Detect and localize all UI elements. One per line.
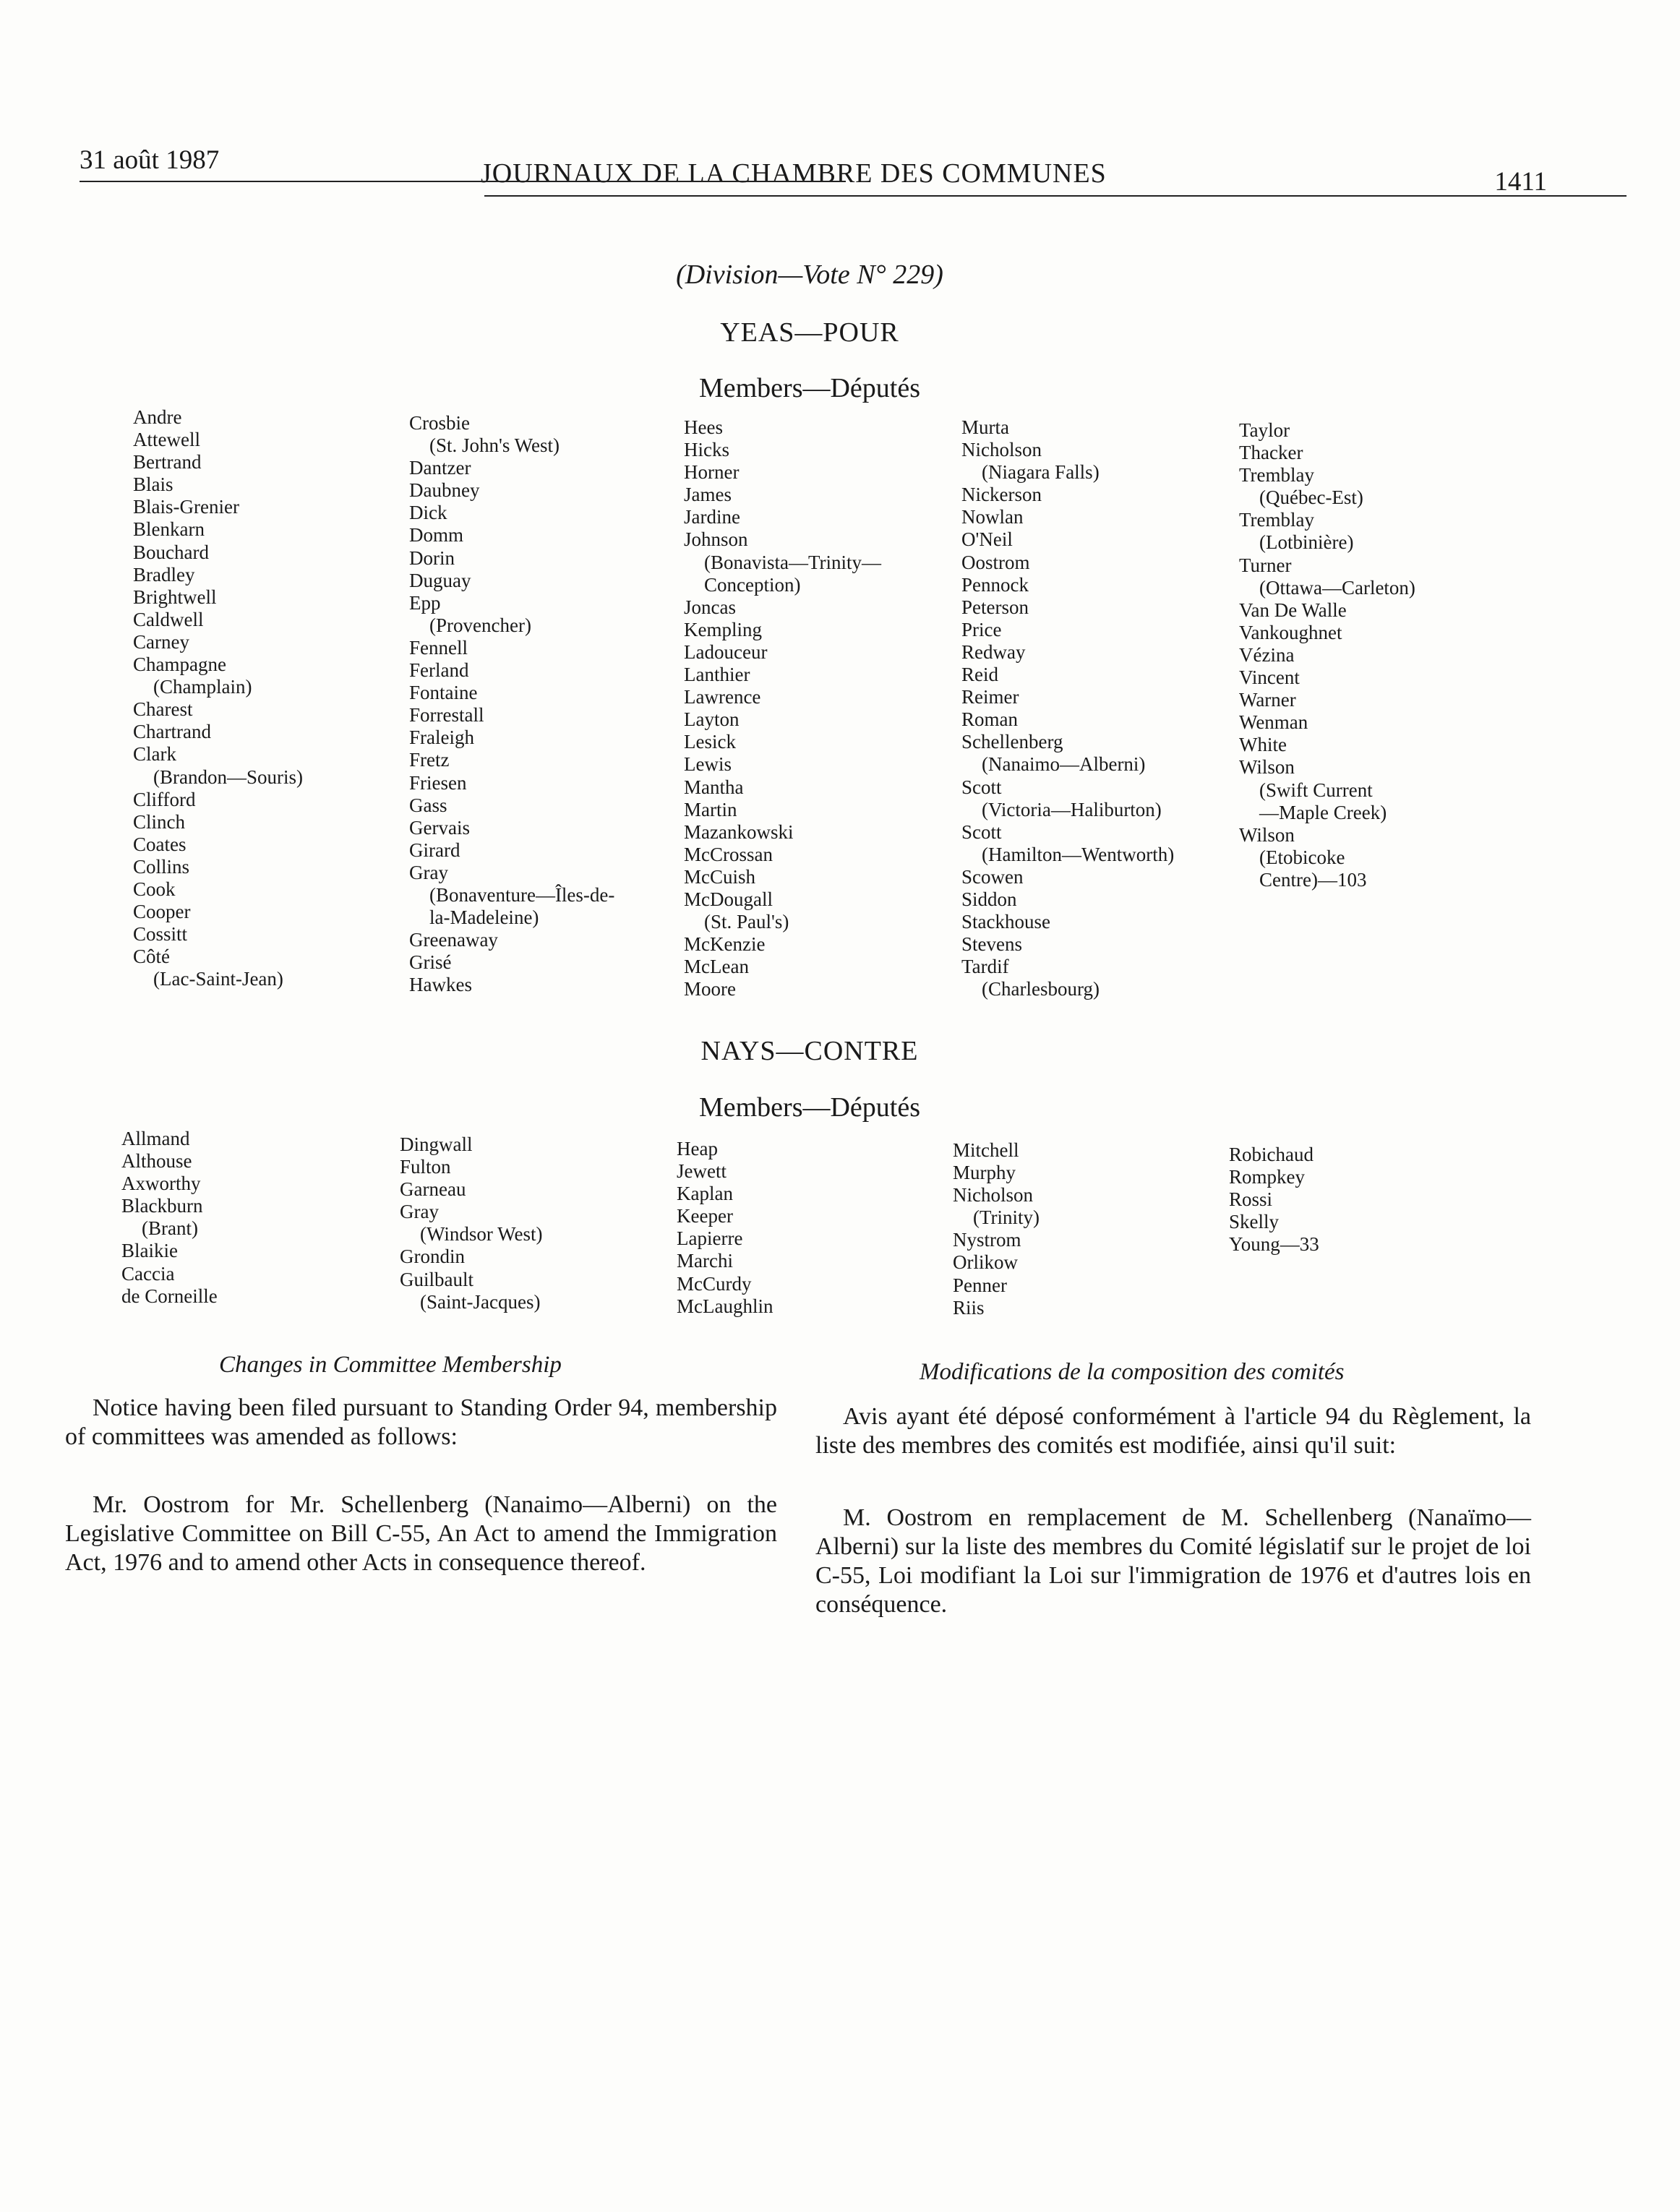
member-name: Kaplan — [677, 1183, 733, 1205]
member-name: Bradley — [133, 563, 195, 586]
french-paragraph-1: Avis ayant été déposé conformément à l'article 94 du Règlement, la liste des membres des comités est modifiée, ainsi qu'il suit: — [815, 1403, 1531, 1459]
member-riding: Conception) — [704, 573, 801, 596]
member-name: Tardif — [961, 956, 1009, 978]
member-name: Epp — [409, 591, 441, 614]
member-name: Domm — [409, 524, 464, 546]
member-name: Gass — [409, 794, 447, 816]
member-name: Clark — [133, 743, 176, 766]
member-riding: (Bonavista—Trinity— — [704, 551, 882, 573]
member-riding: (Champlain) — [153, 676, 252, 698]
member-name: Grondin — [400, 1246, 465, 1268]
member-name: Althouse — [121, 1150, 192, 1173]
member-name: Collins — [133, 855, 190, 878]
nays-column-3 — [677, 1138, 773, 1318]
member-name: Mantha — [684, 776, 744, 798]
member-riding: (Windsor West) — [420, 1223, 543, 1246]
member-name: Heap — [677, 1138, 718, 1159]
member-riding: (Lotbinière) — [1259, 531, 1354, 554]
member-name: Scowen — [961, 865, 1024, 888]
header-date: 31 août 1987 — [80, 145, 220, 175]
member-riding: (Swift Current — [1259, 779, 1373, 801]
member-name: Gray — [400, 1201, 439, 1223]
member-name: Robichaud — [1229, 1144, 1313, 1165]
member-riding: —Maple Creek) — [1259, 801, 1387, 823]
yeas-column-2 — [409, 412, 614, 996]
member-name: Joncas — [684, 596, 736, 618]
member-name: Scott — [961, 820, 1002, 843]
member-name: Bouchard — [133, 541, 209, 563]
nays-heading: NAYS—CONTRE — [700, 1036, 919, 1066]
member-name: Forrestall — [409, 704, 484, 726]
member-riding: (Charlesbourg) — [982, 978, 1100, 1000]
member-name: Caccia — [121, 1262, 175, 1285]
nays-column-4 — [953, 1139, 1040, 1319]
member-name: Rompkey — [1229, 1166, 1305, 1188]
member-name: Peterson — [961, 596, 1029, 618]
yeas-subheading: Members—Députés — [698, 373, 921, 403]
member-name: Reimer — [961, 686, 1019, 708]
member-name: Johnson — [684, 528, 748, 551]
member-name: Clinch — [133, 810, 185, 833]
member-name: Andre — [133, 406, 182, 428]
member-riding: (St. Paul's) — [704, 911, 789, 933]
member-name: Lawrence — [684, 686, 761, 708]
yeas-column-3 — [684, 416, 881, 1000]
member-name: Daubney — [409, 479, 480, 502]
member-name: Taylor — [1239, 419, 1290, 441]
member-name: Fennell — [409, 636, 468, 659]
member-riding: (Québec-Est) — [1259, 486, 1363, 509]
member-name: Dantzer — [409, 457, 471, 479]
member-name: Warner — [1239, 689, 1296, 711]
member-name: Pennock — [961, 573, 1029, 596]
member-name: Roman — [961, 708, 1018, 731]
member-name: Blais-Grenier — [133, 496, 239, 518]
member-name: Van De Walle — [1239, 599, 1347, 621]
header-rule-right — [484, 195, 1627, 197]
member-name: Hicks — [684, 439, 729, 461]
member-name: Stevens — [961, 933, 1022, 956]
member-name: Thacker — [1239, 442, 1303, 464]
member-name: McLean — [684, 956, 749, 978]
member-name: Scott — [961, 776, 1002, 798]
english-paragraph-1: Notice having been filed pursuant to Standing Order 94, membership of committees was amended as follows: — [65, 1394, 777, 1450]
english-paragraph-2: Mr. Oostrom for Mr. Schellenberg (Nanaimo—Alberni) on the Legislative Committee on Bill C-55, An Act to amend the Immigration Act, 1976 and to amend other Acts in consequence thereof. — [65, 1491, 777, 1576]
member-name: Chartrand — [133, 721, 211, 743]
yeas-column-4 — [961, 416, 1174, 1000]
member-name: Fretz — [409, 749, 450, 771]
member-name: McDougall — [684, 888, 773, 910]
member-name: Cossitt — [133, 923, 188, 946]
member-name: Caldwell — [133, 608, 204, 630]
member-riding: (Nanaimo—Alberni) — [982, 753, 1146, 776]
member-riding: (Ottawa—Carleton) — [1259, 576, 1415, 599]
member-name: Nowlan — [961, 506, 1024, 528]
member-name: Fraleigh — [409, 726, 474, 749]
member-name: Ladouceur — [684, 640, 768, 663]
member-name: Tremblay — [1239, 509, 1315, 531]
member-name: Gray — [409, 861, 448, 883]
nays-column-5 — [1229, 1144, 1319, 1256]
member-name: Horner — [684, 461, 740, 484]
member-name: Redway — [961, 640, 1026, 663]
member-riding: (Brant) — [142, 1217, 198, 1240]
member-name: Lanthier — [684, 664, 750, 686]
member-riding: la-Madeleine) — [429, 906, 539, 929]
member-name: Brightwell — [133, 586, 217, 608]
member-name: Mitchell — [953, 1139, 1019, 1161]
member-name: Mazankowski — [684, 820, 794, 843]
member-name: Penner — [953, 1274, 1007, 1296]
member-name: Lewis — [684, 753, 732, 776]
member-name: Jardine — [684, 506, 740, 528]
member-name: Murta — [961, 416, 1009, 438]
member-name: Wenman — [1239, 711, 1308, 734]
member-riding: (Victoria—Haliburton) — [982, 798, 1162, 820]
member-name: Lesick — [684, 731, 736, 753]
member-name: Ferland — [409, 659, 469, 682]
member-name: Greenaway — [409, 929, 498, 951]
member-name: Cooper — [133, 901, 191, 923]
yeas-column-5 — [1239, 419, 1415, 891]
member-name: Jewett — [677, 1160, 727, 1183]
member-name: Fulton — [400, 1156, 451, 1178]
nays-column-2 — [400, 1133, 542, 1313]
member-name: Orlikow — [953, 1251, 1018, 1274]
member-name: Skelly — [1229, 1211, 1280, 1233]
member-name: McCurdy — [677, 1272, 752, 1295]
member-name: Carney — [133, 630, 189, 653]
member-name: Wilson — [1239, 756, 1295, 779]
member-name: Dingwall — [400, 1133, 473, 1155]
member-name: Bertrand — [133, 451, 202, 473]
page-header — [80, 145, 1547, 195]
member-name: Schellenberg — [961, 731, 1063, 753]
member-name: Vankoughnet — [1239, 621, 1342, 643]
member-name: White — [1239, 734, 1287, 756]
member-name: Blais — [133, 473, 173, 496]
header-rule-left — [80, 181, 846, 182]
member-name: Fontaine — [409, 682, 478, 704]
member-name: Attewell — [133, 429, 200, 451]
member-riding: (Trinity) — [973, 1206, 1040, 1229]
member-name: Blenkarn — [133, 518, 205, 541]
member-name: Champagne — [133, 653, 226, 676]
member-riding: (Hamilton—Wentworth) — [982, 843, 1175, 865]
member-name: Wilson — [1239, 823, 1295, 846]
member-name: McCuish — [684, 865, 756, 888]
member-name: Dick — [409, 502, 447, 524]
member-riding: (Etobicoke — [1259, 846, 1345, 868]
member-name: McCrossan — [684, 843, 773, 865]
member-name: Gervais — [409, 816, 470, 839]
member-name: Côté — [133, 946, 170, 968]
member-name: Lapierre — [677, 1227, 743, 1250]
yeas-heading: YEAS—POUR — [720, 317, 899, 348]
member-riding: (Provencher) — [429, 614, 531, 636]
member-name: Murphy — [953, 1162, 1016, 1184]
member-name: Friesen — [409, 771, 467, 794]
member-name: Guilbault — [400, 1268, 473, 1290]
member-name: Clifford — [133, 788, 196, 810]
member-name: Turner — [1239, 554, 1292, 576]
member-name: Charest — [133, 698, 193, 721]
member-name: Moore — [684, 978, 736, 1000]
member-name: Nicholson — [961, 439, 1042, 461]
member-name: Vézina — [1239, 643, 1295, 666]
yeas-column-1 — [133, 406, 303, 990]
division-title: (Division—Vote N° 229) — [676, 260, 943, 290]
member-riding: Centre)—103 — [1259, 868, 1367, 891]
member-name: Blackburn — [121, 1195, 203, 1217]
member-name: O'Neil — [961, 528, 1013, 551]
member-name: Riis — [953, 1296, 985, 1319]
member-name: Grisé — [409, 951, 452, 974]
member-name: Garneau — [400, 1178, 466, 1201]
member-name: Coates — [133, 833, 187, 855]
member-name: McLaughlin — [677, 1295, 773, 1317]
member-name: Duguay — [409, 569, 471, 591]
member-name: Martin — [684, 798, 737, 820]
member-name: Dorin — [409, 546, 455, 569]
member-name: Nicholson — [953, 1184, 1033, 1206]
member-name: Allmand — [121, 1128, 190, 1149]
member-name: Siddon — [961, 888, 1017, 910]
member-name: Blaikie — [121, 1240, 178, 1262]
french-paragraph-2: M. Oostrom en remplacement de M. Schellenberg (Nanaïmo—Alberni) sur la liste des membres du Comité législatif sur le projet de loi C-55, Loi modifiant la Loi sur l'immigration de 1976 et d'autres lois en conséquence. — [815, 1504, 1531, 1618]
member-name: Rossi — [1229, 1188, 1273, 1211]
member-name: Kempling — [684, 618, 762, 640]
member-name: Stackhouse — [961, 911, 1050, 933]
nays-column-1 — [121, 1128, 218, 1308]
member-name: McKenzie — [684, 933, 766, 956]
member-riding: (St. John's West) — [429, 434, 560, 457]
page-number: 1411 — [1494, 167, 1547, 197]
member-name: Crosbie — [409, 412, 470, 434]
english-section-title: Changes in Committee Membership — [219, 1352, 562, 1378]
member-riding: (Bonaventure—Îles-de- — [429, 883, 615, 906]
member-riding: (Lac-Saint-Jean) — [153, 968, 283, 990]
member-name: Keeper — [677, 1205, 733, 1227]
french-section-title: Modifications de la composition des comités — [920, 1359, 1345, 1385]
member-name: Cook — [133, 878, 176, 900]
member-name: Reid — [961, 664, 998, 686]
member-name: Hees — [684, 416, 723, 438]
nays-subheading: Members—Députés — [698, 1092, 921, 1123]
member-name: Hawkes — [409, 974, 472, 996]
member-name: Price — [961, 618, 1002, 640]
member-name: Tremblay — [1239, 464, 1315, 486]
member-riding: (Niagara Falls) — [982, 461, 1100, 484]
member-name: Oostrom — [961, 551, 1030, 573]
header-title: JOURNAUX DE LA CHAMBRE DES COMMUNES — [481, 158, 1107, 189]
member-name: Layton — [684, 708, 740, 731]
member-riding: (Saint-Jacques) — [420, 1290, 541, 1313]
member-name: Nystrom — [953, 1229, 1021, 1251]
member-name: Marchi — [677, 1250, 733, 1272]
member-name: Young—33 — [1229, 1233, 1319, 1256]
member-name: Axworthy — [121, 1173, 201, 1195]
member-riding: (Brandon—Souris) — [153, 766, 303, 788]
member-name: Girard — [409, 839, 460, 861]
member-name: Vincent — [1239, 666, 1300, 689]
member-name: Nickerson — [961, 484, 1042, 506]
member-name: de Corneille — [121, 1285, 218, 1307]
member-name: James — [684, 484, 732, 506]
